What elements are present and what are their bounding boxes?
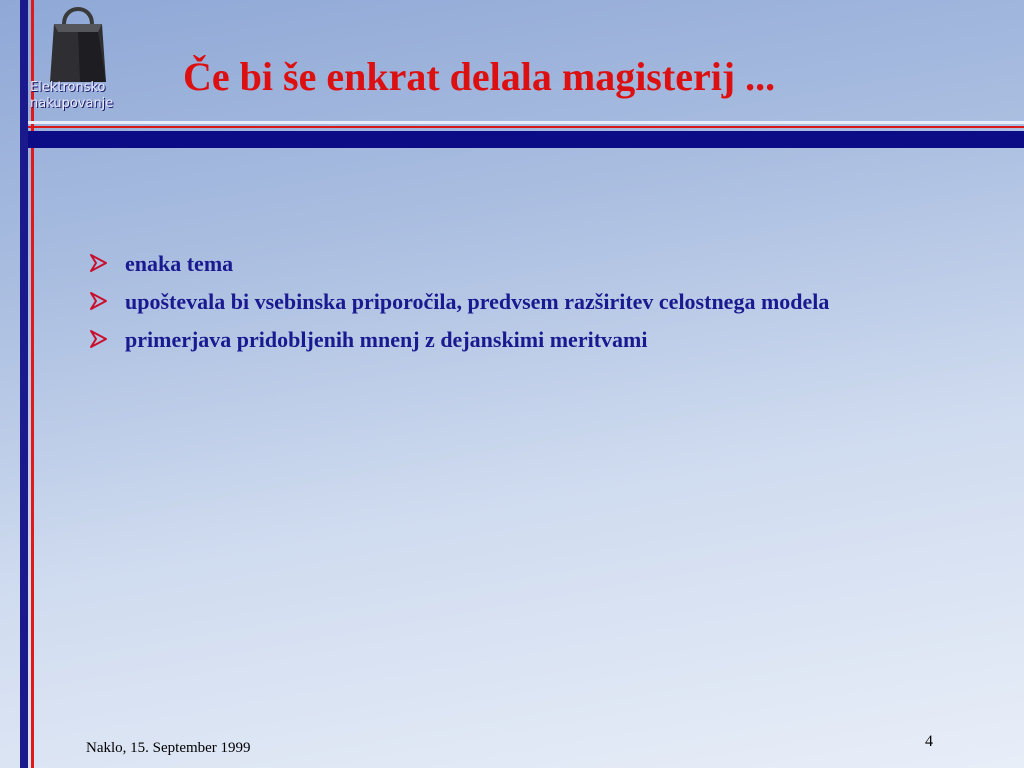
logo-text: [30, 80, 126, 112]
bullet-text: enaka tema: [125, 251, 234, 276]
arrow-bullet-icon: [88, 248, 125, 278]
page-number: 4: [925, 733, 933, 750]
footer-date: Naklo, 15. September 1999: [86, 740, 251, 756]
left-blue-bar: [20, 0, 28, 768]
bullet-item: [88, 286, 848, 318]
bullet-text: upoštevala bi vsebinska priporočila, predvsem razširitev celostnega modela: [125, 289, 830, 314]
bullet-item: [88, 324, 848, 356]
arrow-bullet-icon: [88, 286, 125, 316]
arrow-bullet-icon: [88, 324, 125, 354]
shopping-bag-icon: [48, 2, 108, 84]
logo: [30, 0, 126, 122]
logo-line-1: Elektronsko: [30, 80, 106, 95]
title-rule-navy: [28, 131, 1024, 148]
logo-line-2: nakupovanje: [30, 96, 114, 111]
title-rule-light: [28, 121, 1024, 124]
bullet-list: [88, 248, 848, 362]
slide-title: Če bi še enkrat delala magisterij ...: [183, 54, 776, 99]
title-rule-red: [28, 126, 1024, 128]
bullet-item: [88, 248, 848, 280]
bullet-text: primerjava pridobljenih mnenj z dejanskimi meritvami: [125, 327, 648, 352]
